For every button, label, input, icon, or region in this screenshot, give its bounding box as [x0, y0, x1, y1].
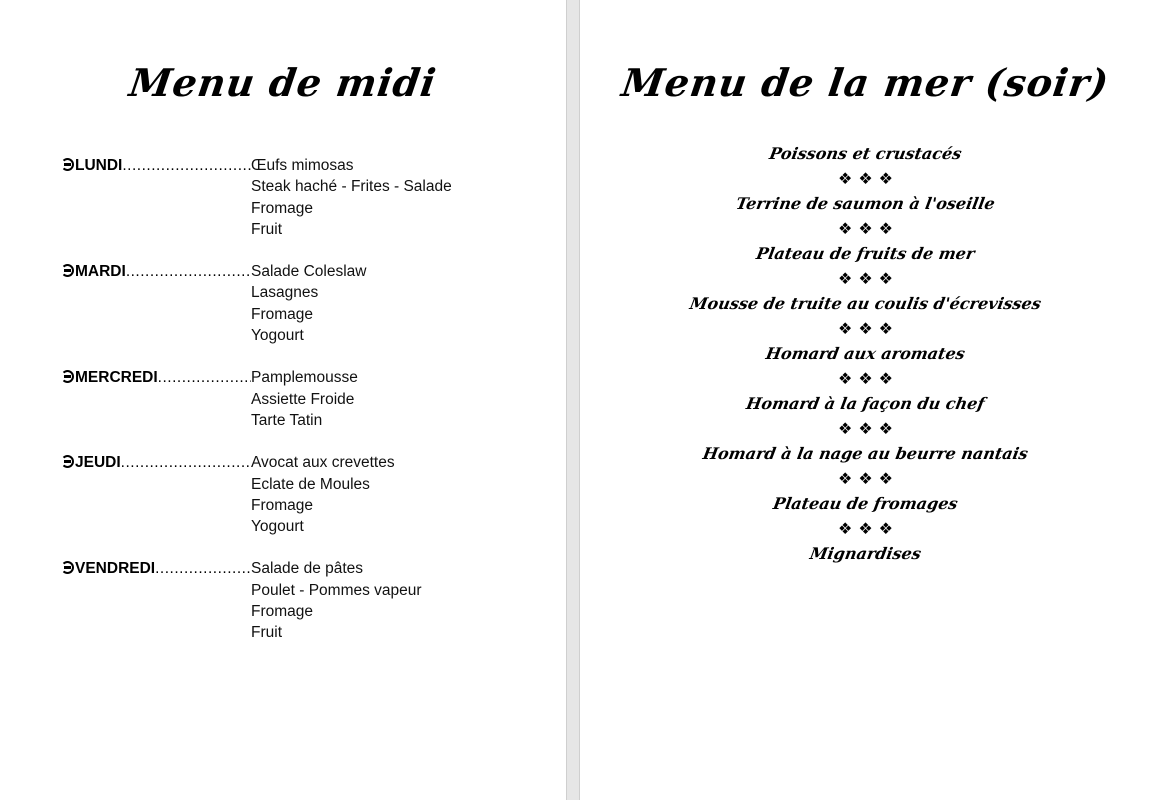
- dot-leader: [158, 367, 251, 431]
- day-name: VENDREDI: [75, 560, 156, 578]
- course-item: Terrine de saumon à l'oseille: [734, 194, 997, 213]
- course-item: Mignardises: [808, 544, 923, 563]
- circled-arrow-icon: [61, 561, 74, 574]
- dish-list: [251, 367, 358, 431]
- dish-item: Poulet - Pommes vapeur: [251, 581, 422, 599]
- circled-arrow-icon: [61, 158, 74, 171]
- diamond-cluster-icon: ❖: [837, 218, 853, 238]
- dish-list: [251, 261, 366, 346]
- dish-item: Salade Coleslaw: [251, 263, 367, 281]
- day-entry-lundi: [61, 155, 521, 240]
- separator: [580, 266, 1151, 291]
- dish-item: Fruit: [251, 624, 282, 642]
- dot-leader: [155, 558, 251, 643]
- day-name: MARDI: [75, 263, 126, 281]
- diamond-cluster-icon: ❖: [837, 168, 853, 188]
- day-heading: [61, 558, 251, 643]
- dish-item: Pamplemousse: [251, 369, 358, 387]
- dish-item: Fromage: [251, 603, 314, 621]
- diamond-cluster-icon: ❖: [837, 418, 853, 438]
- diamond-cluster-icon: ❖: [858, 218, 873, 238]
- day-name: JEUDI: [75, 454, 121, 472]
- separator: [580, 516, 1151, 541]
- day-name: MERCREDI: [75, 369, 158, 387]
- dish-item: Fruit: [251, 220, 282, 238]
- lunch-menu-title: Menu de midi: [126, 60, 440, 105]
- page-gutter: [566, 0, 580, 800]
- diamond-cluster-icon: ❖: [878, 318, 894, 338]
- dish-list: [251, 452, 395, 537]
- day-heading: [61, 261, 251, 346]
- day-heading: [61, 155, 251, 240]
- dot-leader: [121, 452, 251, 537]
- course-item: Plateau de fruits de mer: [754, 244, 977, 263]
- dish-item: Lasagnes: [251, 284, 319, 302]
- dish-item: Steak haché - Frites - Salade: [251, 178, 452, 196]
- circled-arrow-icon: [61, 370, 74, 383]
- dish-item: Œufs mimosas: [251, 157, 354, 174]
- diamond-cluster-icon: ❖: [837, 368, 853, 388]
- dish-list: [251, 558, 422, 643]
- dinner-menu-title: Menu de la mer (soir): [618, 60, 1113, 105]
- course-item: Homard aux aromates: [764, 344, 967, 363]
- diamond-cluster-icon: ❖: [878, 418, 894, 438]
- diamond-cluster-icon: ❖: [878, 518, 894, 538]
- course-item: Homard à la façon du chef: [744, 394, 987, 413]
- dish-item: Yogourt: [251, 518, 304, 536]
- diamond-cluster-icon: ❖: [878, 268, 894, 288]
- course-item: Plateau de fromages: [771, 494, 960, 513]
- separator: [580, 466, 1151, 491]
- diamond-cluster-icon: ❖: [858, 268, 873, 288]
- course-item: Mousse de truite au coulis d'écrevisses: [688, 294, 1043, 313]
- separator: [580, 366, 1151, 391]
- course-item: Homard à la nage au beurre nantais: [701, 444, 1030, 463]
- dish-item: Assiette Froide: [251, 390, 355, 408]
- dish-item: Yogourt: [251, 327, 304, 345]
- dish-item: Fromage: [251, 496, 314, 514]
- separator: [580, 216, 1151, 241]
- diamond-cluster-icon: ❖: [858, 468, 873, 488]
- dish-item: Fromage: [251, 305, 314, 323]
- dish-list: [251, 155, 452, 240]
- separator: [580, 316, 1151, 341]
- dish-item: Avocat aux crevettes: [251, 454, 395, 472]
- dinner-course-list: [580, 141, 1151, 566]
- diamond-cluster-icon: ❖: [837, 268, 853, 288]
- day-name: LUNDI: [75, 157, 123, 174]
- dish-item: Salade de pâtes: [251, 560, 364, 578]
- diamond-cluster-icon: ❖: [878, 368, 894, 388]
- dish-item: Tarte Tatin: [251, 411, 323, 429]
- day-entry-mardi: [61, 261, 521, 346]
- day-entry-jeudi: [61, 452, 521, 537]
- diamond-cluster-icon: ❖: [858, 418, 873, 438]
- diamond-cluster-icon: ❖: [858, 368, 873, 388]
- course-item: Poissons et crustacés: [767, 144, 964, 163]
- day-entry-vendredi: [61, 558, 521, 643]
- diamond-cluster-icon: ❖: [858, 318, 873, 338]
- diamond-cluster-icon: ❖: [837, 468, 853, 488]
- dish-item: Eclate de Moules: [251, 475, 370, 493]
- diamond-cluster-icon: ❖: [837, 318, 853, 338]
- dinner-menu-page: [580, 0, 1151, 800]
- dish-item: Fromage: [251, 199, 314, 217]
- separator: [580, 416, 1151, 441]
- dot-leader: [122, 155, 251, 240]
- day-entry-mercredi: [61, 367, 521, 431]
- diamond-cluster-icon: ❖: [878, 168, 894, 188]
- lunch-days-list: [61, 155, 521, 665]
- diamond-cluster-icon: ❖: [878, 218, 894, 238]
- circled-arrow-icon: [61, 264, 74, 277]
- circled-arrow-icon: [61, 455, 74, 468]
- dot-leader: [126, 261, 251, 346]
- separator: [580, 166, 1151, 191]
- diamond-cluster-icon: ❖: [858, 518, 873, 538]
- diamond-cluster-icon: ❖: [837, 518, 853, 538]
- day-heading: [61, 452, 251, 537]
- lunch-menu-page: [0, 0, 566, 800]
- diamond-cluster-icon: ❖: [878, 468, 894, 488]
- day-heading: [61, 367, 251, 431]
- diamond-cluster-icon: ❖: [858, 168, 873, 188]
